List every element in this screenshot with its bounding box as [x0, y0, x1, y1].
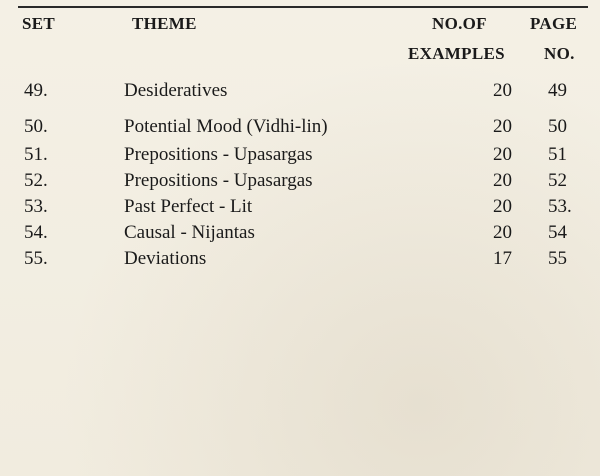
- set-number: 54.: [24, 222, 48, 243]
- page-number: 50: [548, 116, 567, 137]
- header-examples-line1: NO.OF: [432, 14, 487, 33]
- examples-count: 20: [493, 170, 512, 191]
- table-row: [0, 248, 600, 272]
- theme-title: Desideratives: [124, 80, 228, 101]
- examples-count: 17: [493, 248, 512, 269]
- set-number: 53.: [24, 196, 48, 217]
- table-row: [0, 196, 600, 220]
- set-number: 50.: [24, 116, 48, 137]
- header-set: SET: [22, 14, 56, 33]
- page-number: 53.: [548, 196, 572, 217]
- page-number: 55: [548, 248, 567, 269]
- page-number: 54: [548, 222, 567, 243]
- examples-count: 20: [493, 144, 512, 165]
- page-number: 51: [548, 144, 567, 165]
- header-theme: THEME: [132, 14, 197, 33]
- table-row: [0, 80, 600, 104]
- page-number: 49: [548, 80, 567, 101]
- page-number: 52: [548, 170, 567, 191]
- theme-title: Prepositions - Upasargas: [124, 170, 313, 191]
- table-row: [0, 144, 600, 168]
- table-row: [0, 170, 600, 194]
- theme-title: Deviations: [124, 248, 207, 269]
- theme-title: Potential Mood (Vidhi-lin): [124, 116, 328, 137]
- header-page-line1: PAGE: [530, 14, 578, 33]
- examples-count: 20: [493, 80, 512, 101]
- theme-title: Causal - Nijantas: [124, 222, 255, 243]
- theme-title: Past Perfect - Lit: [124, 196, 253, 217]
- theme-title: Prepositions - Upasargas: [124, 144, 313, 165]
- examples-count: 20: [493, 222, 512, 243]
- top-rule: [18, 6, 588, 8]
- table-row: [0, 116, 600, 140]
- set-number: 52.: [24, 170, 48, 191]
- header-page-line2: NO.: [544, 44, 575, 63]
- examples-count: 20: [493, 116, 512, 137]
- table-row: [0, 222, 600, 246]
- set-number: 49.: [24, 80, 48, 101]
- set-number: 55.: [24, 248, 48, 269]
- set-number: 51.: [24, 144, 48, 165]
- examples-count: 20: [493, 196, 512, 217]
- header-examples-line2: EXAMPLES: [408, 44, 505, 63]
